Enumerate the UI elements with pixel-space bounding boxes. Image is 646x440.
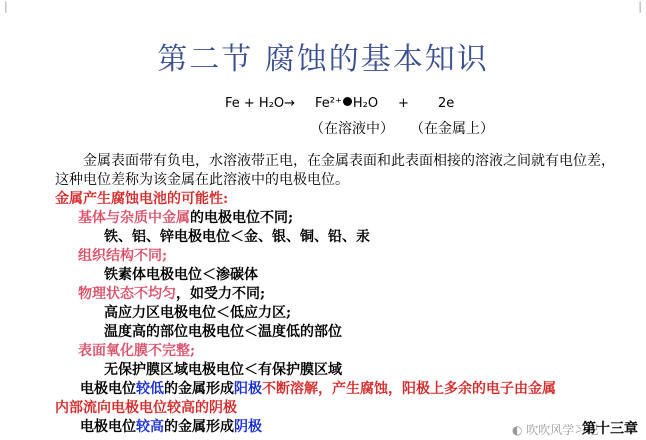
conclusion2-cathode: 阴极: [234, 419, 262, 435]
equation-electrons: 2e: [438, 96, 455, 111]
watermark: ◐ 吹吹风学习吧: [512, 423, 599, 437]
intro-paragraph: 金属表面带有负电，水溶液带正电，在金属表面和此表面相接的溶液之间就有电位差，这种电位差称为该金属在此溶液中的电极电位。: [55, 153, 615, 188]
conclusion1-lower: 较低: [136, 381, 164, 397]
item4-detail: 无保护膜区域电极电位＜有保护膜区域: [104, 362, 342, 378]
conclusion1-anode: 阳极: [234, 381, 262, 397]
chapter-label: 第十三章: [582, 421, 638, 437]
corner-mark-left: |: [4, 0, 8, 13]
item3-detail2: 温度高的部位电极电位＜温度低的部位: [104, 324, 342, 340]
item1-detail: 铁、铝、锌电极电位＜金、银、铜、铅、汞: [104, 229, 370, 245]
item1-heading-suffix: 的电极电位不同;: [190, 210, 294, 226]
label-in-solution: （在溶液中）: [310, 121, 394, 137]
equation-water: H₂O: [352, 96, 379, 111]
conclusion1-line1: [80, 380, 556, 399]
equation-plus: +: [398, 96, 409, 111]
item4-heading: 表面氧化膜不完整;: [78, 343, 196, 359]
item1-heading-red: 基体与杂质中金属: [78, 210, 190, 226]
conclusion2-higher: 较高: [136, 419, 164, 435]
item3-heading-suffix: ，如受力不同;: [176, 286, 266, 302]
conclusion1-a: 电极电位: [80, 381, 136, 397]
item3-detail1: 高应力区电极电位＜低应力区;: [104, 305, 292, 321]
corner-mark-right: |: [638, 0, 642, 13]
item3-heading-red: 物理状态不均匀: [78, 286, 176, 302]
conclusion2: [80, 418, 262, 437]
conclusion1-line2: 内部流向电极电位较高的阴极: [55, 400, 237, 416]
equation-hydrated-ion: [315, 95, 378, 113]
item1-heading: [78, 209, 293, 228]
equation-reactants: Fe + H₂O→: [225, 96, 296, 111]
item2-detail: 铁素体电极电位＜渗碳体: [104, 267, 258, 283]
conclusion1-c: 的金属形成: [164, 381, 234, 397]
possibility-heading: 金属产生腐蚀电池的可能性:: [55, 191, 229, 207]
item3-heading: [78, 285, 265, 304]
label-on-metal: （在金属上）: [410, 121, 494, 137]
conclusion2-c: 的金属形成: [164, 419, 234, 435]
bond-dot-icon: [343, 97, 352, 106]
slide-title: 第二节 腐蚀的基本知识: [157, 42, 489, 77]
conclusion2-a: 电极电位: [80, 419, 136, 435]
conclusion1-e: 不断溶解，产生腐蚀，阳极上多余的电子由金属: [262, 381, 556, 397]
equation-ion: Fe²⁺: [315, 96, 342, 111]
item2-heading: 组织结构不同;: [78, 248, 168, 264]
